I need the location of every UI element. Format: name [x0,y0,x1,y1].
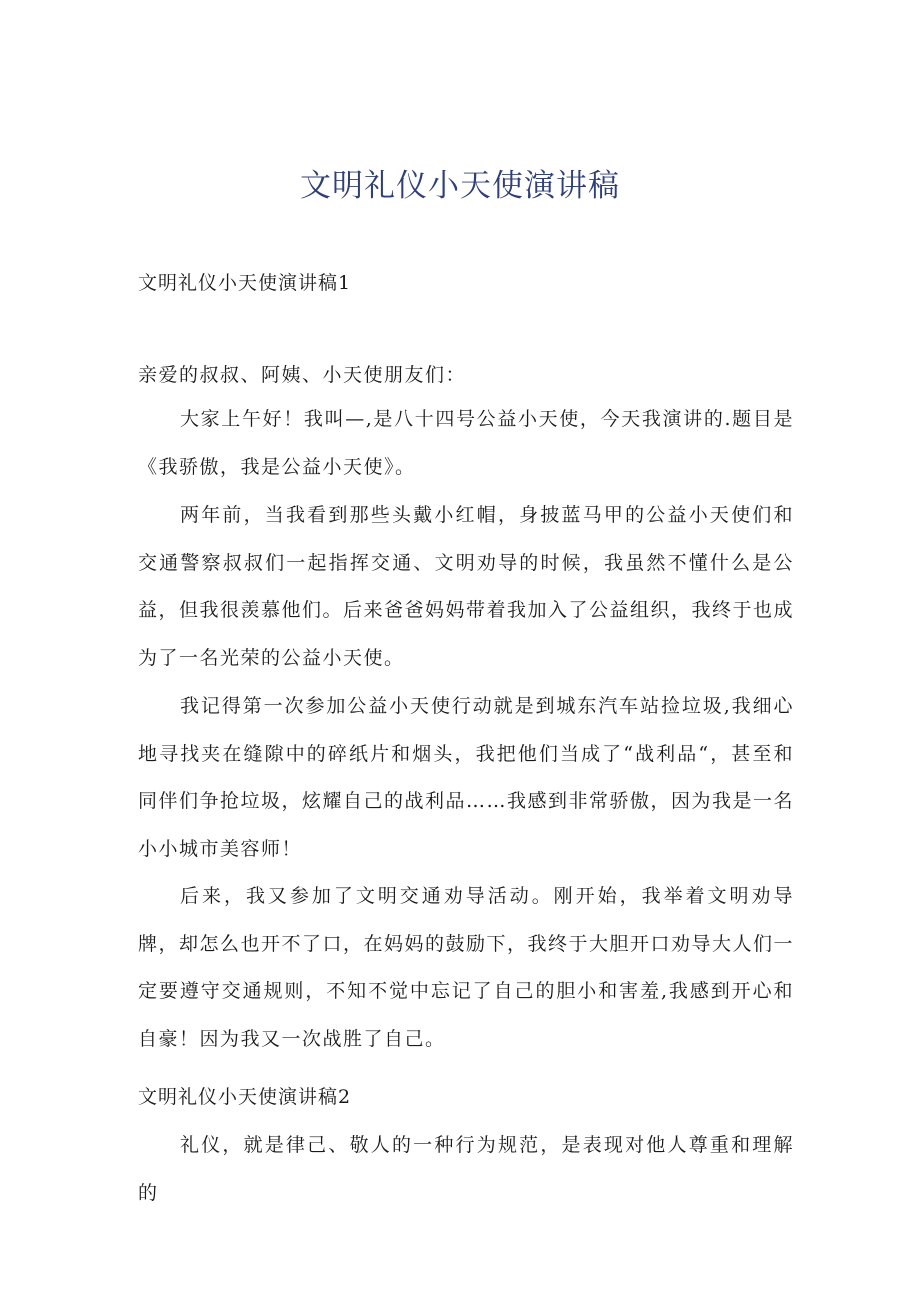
paragraph-traffic-activity: 后来，我又参加了文明交通劝导活动。刚开始，我举着文明劝导牌，却怎么也开不了口，在妈妈的鼓励下，我终于大胆开口劝导大人们一定要遵守交通规则，不知不觉中忘记了自己的胆小和害羞,我感到开心和自豪！因为我又一次战胜了自己。 [138,885,795,1050]
document-title: 文明礼仪小天使演讲稿 [300,168,620,204]
section-heading-2: 文明礼仪小天使演讲稿2 [138,1086,352,1108]
paragraph-first-activity: 我记得第一次参加公益小天使行动就是到城东汽车站捡垃圾,我细心地寻找夹在缝隙中的碎纸片和烟头，我把他们当成了“战利品“，甚至和同伴们争抢垃圾，炫耀自己的战利品……我感到非常骄傲，因为我是一名小小城市美容师！ [138,695,795,860]
section-heading-1: 文明礼仪小天使演讲稿1 [138,272,352,294]
paragraph-intro: 大家上午好！我叫—,是八十四号公益小天使，今天我演讲的.题目是《我骄傲，我是公益小天使》。 [138,408,794,478]
paragraph-etiquette: 礼仪，就是律己、敬人的一种行为规范，是表现对他人尊重和理解的 [138,1134,794,1204]
paragraph-two-years-ago: 两年前，当我看到那些头戴小红帽，身披蓝马甲的公益小天使们和交通警察叔叔们一起指挥交通、文明劝导的时候，我虽然不懂什么是公益，但我很羡慕他们。后来爸爸妈妈带着我加入了公益组织，我终于也成为了一名光荣的公益小天使。 [138,504,795,669]
greeting-line: 亲爱的叔叔、阿姨、小天使朋友们： [138,364,467,386]
